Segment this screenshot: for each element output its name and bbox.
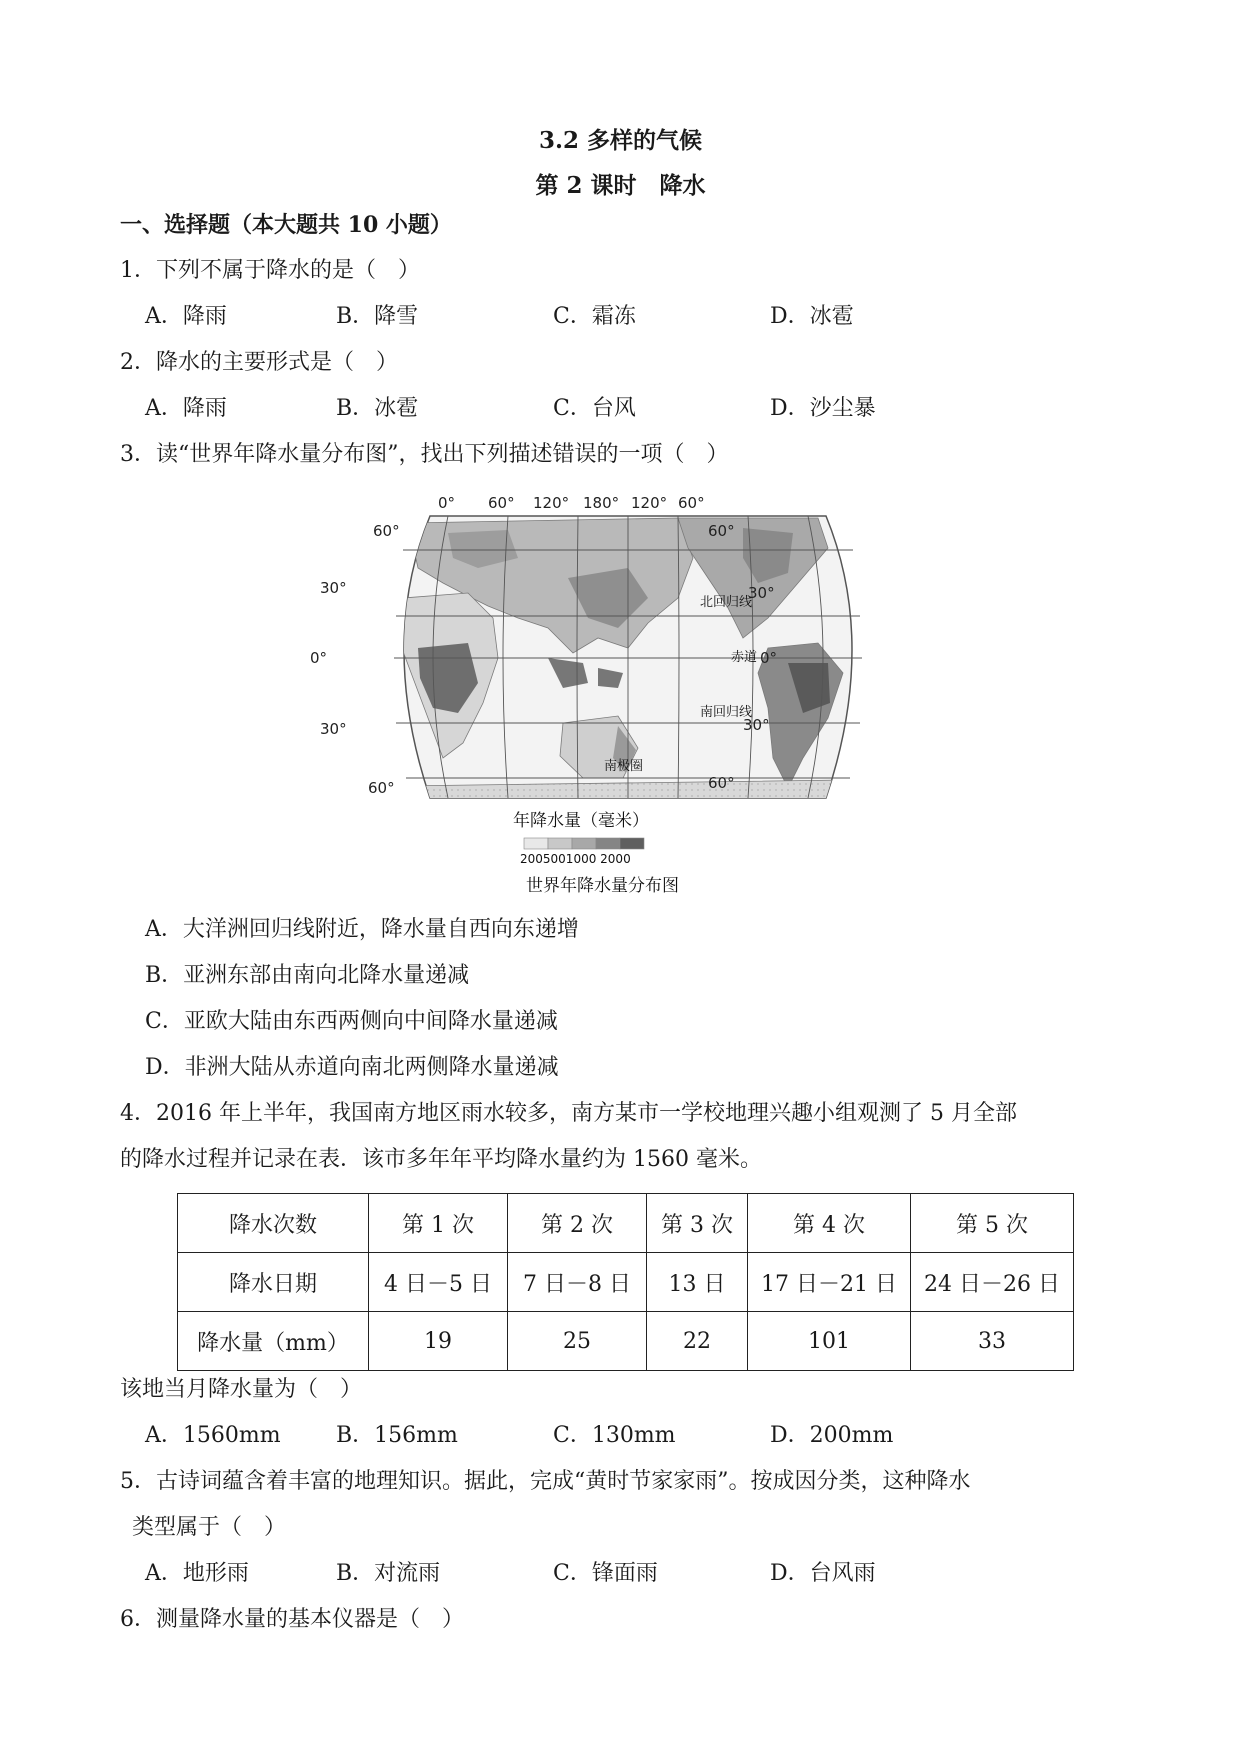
table-cell: 降水次数	[178, 1194, 369, 1253]
table-cell: 25	[508, 1312, 647, 1371]
question-4-option-a: A．1560mm	[145, 1423, 281, 1448]
map-svg	[310, 488, 896, 908]
question-3-option-c: C．亚欧大陆由东西两侧向中间降水量递减	[145, 1009, 558, 1034]
map-left-label-2: 0°	[310, 649, 328, 667]
map-top-label-2: 120°	[533, 494, 570, 512]
table-cell: 22	[647, 1312, 748, 1371]
equator-label: 赤道	[731, 650, 758, 665]
question-5-stem-line-1: 5．古诗词蕴含着丰富的地理知识。据此，完成“黄时节家家雨”。按成因分类，这种降水	[120, 1469, 971, 1494]
precipitation-table	[177, 1193, 1074, 1371]
question-6-stem: 6．测量降水量的基本仪器是（ ）	[120, 1607, 464, 1632]
question-5-option-d: D．台风雨	[770, 1561, 876, 1586]
question-4-stem-line-1: 4．2016 年上半年，我国南方地区雨水较多，南方某市一学校地理兴趣小组观测了 5 月全部	[120, 1101, 1017, 1126]
map-top-label-0: 0°	[438, 494, 456, 512]
question-1-stem: 1．下列不属于降水的是（ ）	[120, 258, 420, 283]
question-3-option-b: B．亚洲东部由南向北降水量递减	[145, 963, 470, 988]
table-row	[178, 1312, 1074, 1371]
table-cell: 4 日－5 日	[369, 1253, 508, 1312]
question-4-prompt: 该地当月降水量为（ ）	[120, 1377, 363, 1402]
legend-swatches	[524, 838, 644, 849]
world-precipitation-map	[310, 488, 896, 908]
table-cell: 24 日－26 日	[911, 1253, 1074, 1312]
question-3-option-d: D．非洲大陆从赤道向南北两侧降水量递减	[145, 1055, 559, 1080]
table-cell: 第 1 次	[369, 1194, 508, 1253]
question-5-stem-line-2: 类型属于（ ）	[132, 1515, 287, 1540]
map-right-label-2: 0°	[760, 649, 778, 667]
question-1-option-a: A．降雨	[145, 304, 227, 329]
table-cell: 第 4 次	[748, 1194, 911, 1253]
table-cell: 17 日－21 日	[748, 1253, 911, 1312]
map-right-label-0: 60°	[708, 522, 735, 540]
table-cell: 7 日－8 日	[508, 1253, 647, 1312]
question-5-option-b: B．对流雨	[336, 1561, 441, 1586]
table-cell: 101	[748, 1312, 911, 1371]
table-cell: 第 3 次	[647, 1194, 748, 1253]
question-4-stem-line-2: 的降水过程并记录在表．该市多年年平均降水量约为 1560 毫米。	[120, 1147, 762, 1172]
question-5-option-c: C．锋面雨	[553, 1561, 658, 1586]
question-4-option-c: C．130mm	[553, 1423, 676, 1448]
question-2-option-d: D．沙尘暴	[770, 396, 876, 421]
map-left-label-3: 30°	[320, 720, 347, 738]
question-4-option-b: B．156mm	[336, 1423, 458, 1448]
question-1-option-b: B．降雪	[336, 304, 419, 329]
map-right-label-4: 60°	[708, 774, 735, 792]
map-left-label-4: 60°	[368, 779, 395, 797]
table-cell: 33	[911, 1312, 1074, 1371]
question-1-option-c: C．霜冻	[553, 304, 636, 329]
question-1-option-d: D．冰雹	[770, 304, 854, 329]
legend-title: 年降水量（毫米）	[513, 811, 649, 831]
map-left-label-0: 60°	[373, 522, 400, 540]
page-title: 3.2 多样的气候	[538, 127, 703, 154]
table-cell: 降水量（mm）	[178, 1312, 369, 1371]
table-header-row	[178, 1194, 1074, 1253]
question-2-stem: 2．降水的主要形式是（ ）	[120, 350, 398, 375]
map-top-label-1: 60°	[488, 494, 515, 512]
table-cell: 13 日	[647, 1253, 748, 1312]
map-right-label-3: 30°	[743, 716, 770, 734]
question-3-stem: 3．读“世界年降水量分布图”，找出下列描述错误的一项（ ）	[120, 442, 729, 467]
table-cell: 降水日期	[178, 1253, 369, 1312]
map-top-label-4: 120°	[631, 494, 668, 512]
question-2-option-c: C．台风	[553, 396, 636, 421]
map-caption: 世界年降水量分布图	[526, 876, 679, 896]
table-row	[178, 1253, 1074, 1312]
question-4-option-d: D．200mm	[770, 1423, 894, 1448]
map-top-label-3: 180°	[583, 494, 620, 512]
section-heading: 一、选择题（本大题共 10 小题）	[120, 212, 452, 238]
question-2-option-a: A．降雨	[145, 396, 227, 421]
map-right-label-1: 30°	[748, 584, 775, 602]
table-cell: 第 2 次	[508, 1194, 647, 1253]
table-cell: 第 5 次	[911, 1194, 1074, 1253]
tropic-of-capricorn-label: 南回归线	[700, 705, 753, 720]
map-left-label-1: 30°	[320, 579, 347, 597]
legend-values: 2005001000 2000	[520, 852, 631, 866]
page-subtitle: 第 2 课时 降水	[535, 172, 706, 199]
table-cell: 19	[369, 1312, 508, 1371]
question-5-option-a: A．地形雨	[145, 1561, 249, 1586]
antarctic-circle-label: 南极圈	[604, 759, 644, 774]
map-top-label-5: 60°	[678, 494, 705, 512]
question-2-option-b: B．冰雹	[336, 396, 419, 421]
tropic-of-cancer-label: 北回归线	[700, 595, 753, 610]
question-3-option-a: A．大洋洲回归线附近，降水量自西向东递增	[145, 917, 579, 942]
